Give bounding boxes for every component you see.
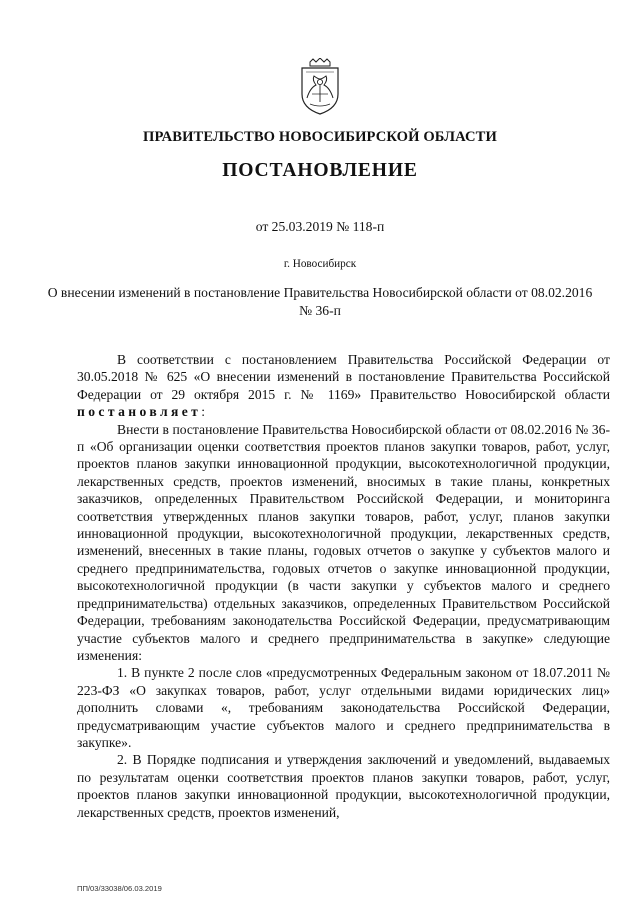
paragraph-preamble <box>77 351 610 421</box>
document-body <box>77 351 610 821</box>
government-title: ПРАВИТЕЛЬСТВО НОВОСИБИРСКОЙ ОБЛАСТИ <box>143 129 497 145</box>
document-date-number: от 25.03.2019 № 118-п <box>255 219 385 234</box>
paragraph-amend-intro: Внести в постановление Правительства Новосибирской области от 08.02.2016 № 36-п «Об организации оценки соответствия проектов планов закупки товаров, работ, услуг, проектов планов закупки инновационной продукции, высокотехнологичной продукции, лекарственных средств, проектов изменений, вносимых в такие планы, конкретных заказчиков, определенных Правительством Российской Федерации, и мониторинга соответствия утвержденных планов закупки товаров, работ, услуг, планов закупки инновационной продукции, высокотехнологичной продукции, лекарственных средств, изменений, внесенных в такие планы, годовых отчетов о закупке у субъектов малого и среднего предпринимательства, годовых отчетов о закупке инновационной продукции, высокотехнологичной продукции (в части закупки у субъектов малого и среднего предпринимательства) отдельных заказчиков, определенных Правительством Российской Федерации, требованиям законодательства Российской Федерации, предусматривающим участие субъектов малого и среднего предпринимательства в закупке» следующие изменения: <box>77 421 610 663</box>
preamble-text: В соответствии с постановлением Правительства Российской Федерации от 30.05.2018 № 625 «О внесении изменений в постановление Правительства Российской Федерации от 29 октября 2015 г. № 1169» Правительство Новосибирской области <box>77 352 610 402</box>
footer-document-code: ПП/03/33038/06.03.2019 <box>77 884 162 893</box>
paragraph-item-1: 1. В пункте 2 после слов «предусмотренных Федеральным законом от 18.07.2011 № 223-ФЗ «О закупках товаров, работ, услуг отдельными видами юридических лиц» дополнить словами «, требованиям законодательства Российской Федерации, предусматривающим участие субъектов малого и среднего предпринимательства в закупке». <box>77 665 610 750</box>
document-type: ПОСТАНОВЛЕНИЕ <box>222 160 418 181</box>
paragraph-item-2: 2. В Порядке подписания и утверждения заключений и уведомлений, выдаваемых по результатам оценки соответствия проектов планов закупки товаров, работ, услуг, проектов планов закупки инновационной продукции, высокотехнологичной продукции, лекарственных средств, проектов изменений, <box>77 752 610 820</box>
document-subject: О внесении изменений в постановление Правительства Новосибирской области от 08.02.2016 № 36-п <box>47 285 593 318</box>
resolution-verb: постановляет <box>77 404 202 420</box>
preamble-colon: : <box>201 404 206 420</box>
novosibirsk-coat-of-arms-icon <box>298 58 342 116</box>
document-city: г. Новосибирск <box>283 258 357 270</box>
